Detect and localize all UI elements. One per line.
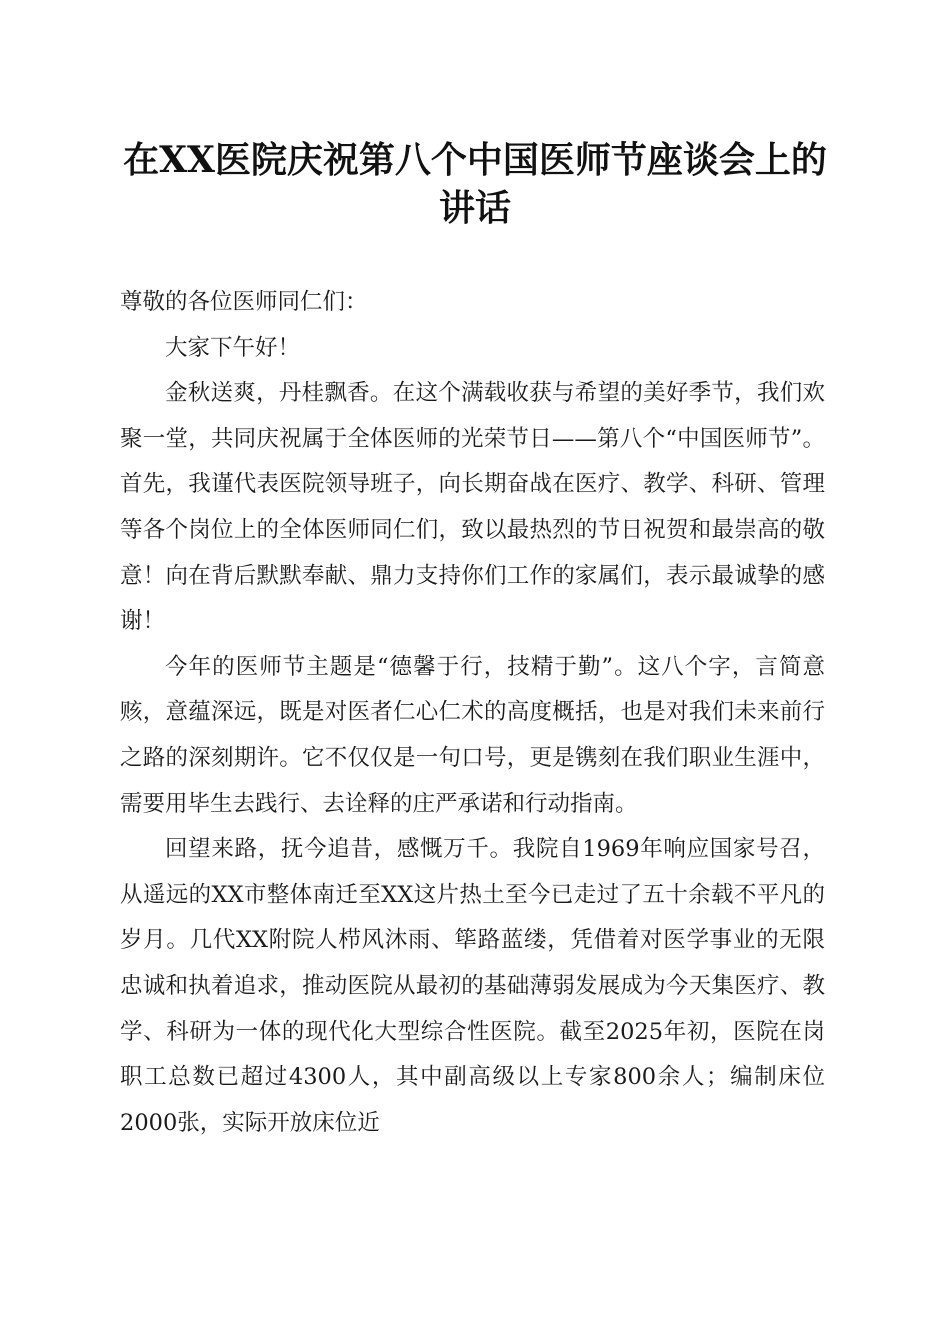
greeting: 大家下午好！: [165, 334, 301, 361]
paragraph-2: 今年的医师节主题是“德馨于行，技精于勤”。这八个字，言简意赅，意蕴深远，既是对医者仁心仁术的高度概括，也是对我们未来前行之路的深刻期许。它不仅仅是一句口号，更是镌刻在我们职业生涯中，需要用毕生去践行、去诠释的庄严承诺和行动指南。: [120, 653, 825, 817]
document-title-line-2: 讲话: [438, 187, 511, 229]
document-body: [120, 280, 825, 1146]
paragraph-1: 金秋送爽，丹桂飘香。在这个满载收获与希望的美好季节，我们欢聚一堂，共同庆祝属于全体医师的光荣节日——第八个“中国医师节”。首先，我谨代表医院领导班子，向长期奋战在医疗、教学、科研、管理等各个岗位上的全体医师同仁们，致以最热烈的节日祝贺和最崇高的敬意！向在背后默默奉献、鼎力支持你们工作的家属们，表示最诚挚的感谢！: [120, 380, 825, 635]
salutation: 尊敬的各位医师同仁们：: [120, 289, 368, 315]
paragraph-3: 回望来路，抚今追昔，感慨万千。我院自1969年响应国家号召，从遥远的XX市整体南迁至XX这片热土至今已走过了五十余载不平凡的岁月。几代XX附院人栉风沐雨、筚路蓝缕，凭借着对医学事业的无限忠诚和执着追求，推动医院从最初的基础薄弱发展成为今天集医疗、教学、科研为一体的现代化大型综合性医院。截至2025年初，医院在岗职工总数已超过4300人，其中副高级以上专家800余人；编制床位2000张，实际开放床位近: [120, 836, 825, 1136]
document-title-line-1: 在XX医院庆祝第八个中国医师节座谈会上的: [123, 139, 827, 181]
